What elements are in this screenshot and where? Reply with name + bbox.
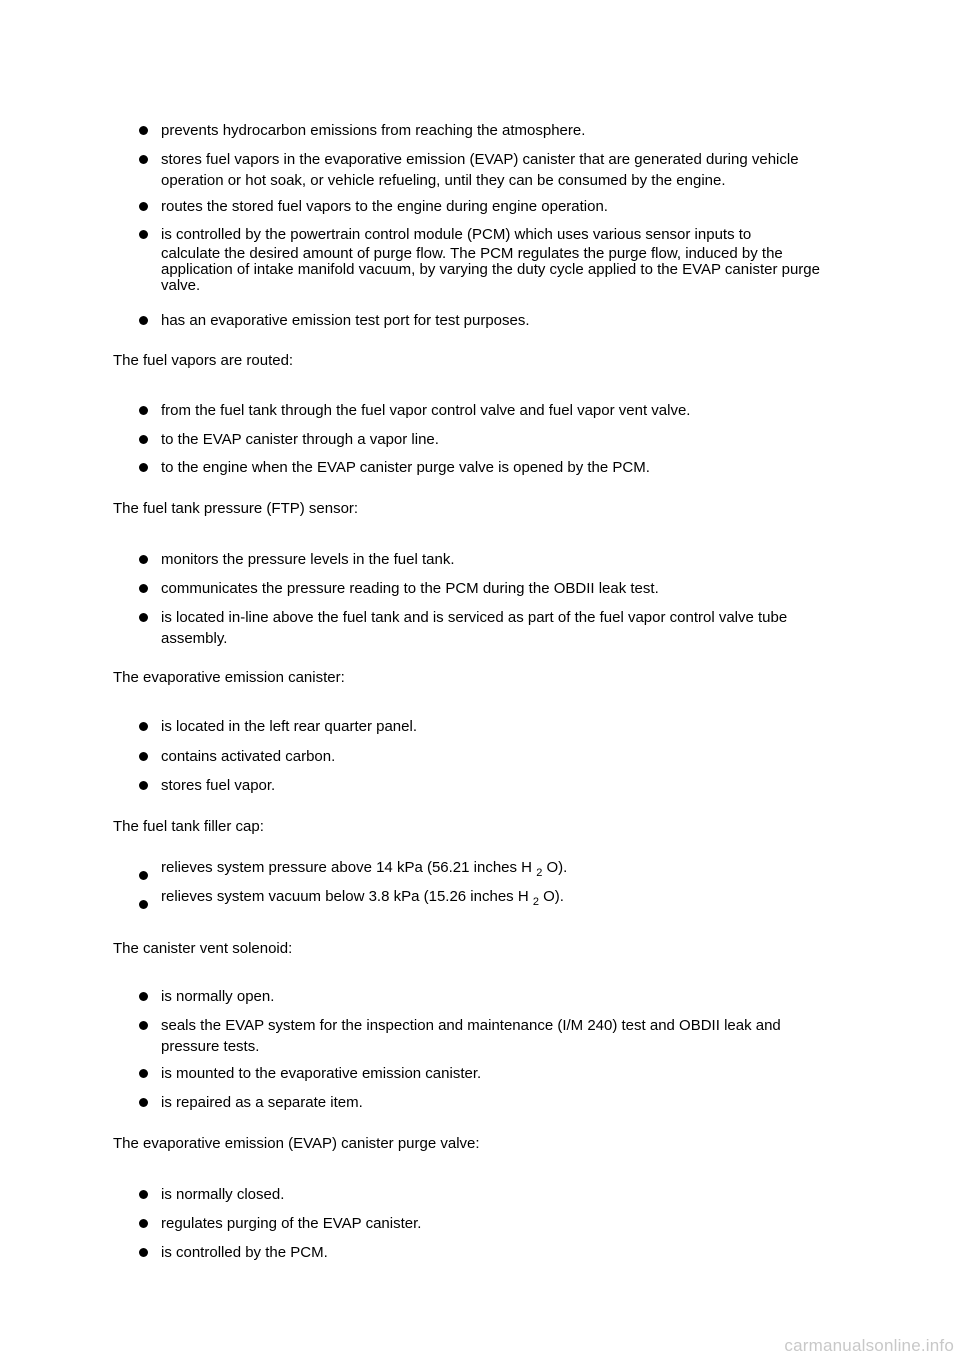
list-item bbox=[161, 120, 841, 141]
subscript: 2 bbox=[536, 867, 543, 879]
list-item bbox=[161, 149, 841, 191]
section-heading: The fuel tank filler cap: bbox=[113, 818, 264, 835]
list-item bbox=[161, 716, 841, 737]
bullet-icon bbox=[139, 722, 148, 731]
bullet-icon bbox=[139, 613, 148, 622]
bullet-text: routes the stored fuel vapors to the engine during engine operation. bbox=[161, 198, 608, 215]
bullet-text-end: O). bbox=[538, 888, 564, 905]
bullet-text: regulates purging of the EVAP canister. bbox=[161, 1215, 422, 1232]
bullet-icon bbox=[139, 752, 148, 761]
bullet-text: contains activated carbon. bbox=[161, 748, 336, 765]
bullet-text: is located in-line above the fuel tank and is serviced as part of the fuel vapor control valve tube assembly. bbox=[161, 609, 788, 647]
bullet-text-end: O). bbox=[542, 859, 568, 876]
bullet-icon bbox=[139, 900, 148, 909]
bullet-icon bbox=[139, 1248, 148, 1257]
list-item bbox=[161, 1015, 841, 1057]
bullet-text: is normally open. bbox=[161, 988, 275, 1005]
subscript: 2 bbox=[532, 896, 539, 908]
bullet-icon bbox=[139, 463, 148, 472]
list-item bbox=[161, 1213, 841, 1234]
bullet-icon bbox=[139, 1098, 148, 1107]
bullet-text-continued: calculate the desired amount of purge flow. The PCM regulates the purge flow, induced by the application of intake manifold vacuum, by varying the duty cycle applied to the EVAP canister purge valve. bbox=[161, 245, 820, 294]
bullet-text: stores fuel vapor. bbox=[161, 777, 276, 794]
list-item bbox=[161, 1063, 841, 1084]
bullet-text: to the EVAP canister through a vapor line. bbox=[161, 431, 439, 448]
list-item bbox=[161, 986, 841, 1007]
bullet-text: seals the EVAP system for the inspection and maintenance (I/M 240) test and OBDII leak and pressure tests. bbox=[161, 1017, 781, 1055]
list-item bbox=[161, 607, 841, 649]
section-heading: The fuel tank pressure (FTP) sensor: bbox=[113, 500, 359, 517]
list-item bbox=[161, 775, 841, 796]
bullet-icon bbox=[139, 435, 148, 444]
bullet-text: to the engine when the EVAP canister purge valve is opened by the PCM. bbox=[161, 459, 650, 476]
bullet-icon bbox=[139, 1069, 148, 1078]
bullet-icon bbox=[139, 555, 148, 564]
list-item bbox=[161, 310, 841, 331]
bullet-icon bbox=[139, 316, 148, 325]
list-item bbox=[161, 549, 841, 570]
list-item bbox=[161, 1184, 841, 1205]
section-heading: The evaporative emission canister: bbox=[113, 669, 345, 686]
bullet-text: is mounted to the evaporative emission canister. bbox=[161, 1065, 482, 1082]
list-item bbox=[161, 1242, 841, 1263]
section-heading: The evaporative emission (EVAP) canister purge valve: bbox=[113, 1135, 480, 1152]
bullet-text: has an evaporative emission test port for test purposes. bbox=[161, 312, 530, 329]
bullet-text: communicates the pressure reading to the PCM during the OBDII leak test. bbox=[161, 580, 659, 597]
list-item bbox=[161, 457, 841, 478]
bullet-icon bbox=[139, 1219, 148, 1228]
bullet-text: is controlled by the PCM. bbox=[161, 1244, 328, 1261]
bullet-icon bbox=[139, 1190, 148, 1199]
bullet-icon bbox=[139, 155, 148, 164]
bullet-text: is located in the left rear quarter panel. bbox=[161, 718, 417, 735]
bullet-icon bbox=[139, 230, 148, 239]
section-heading: The canister vent solenoid: bbox=[113, 940, 293, 957]
list-item bbox=[161, 1092, 841, 1113]
list-item bbox=[161, 886, 841, 907]
bullet-icon bbox=[139, 1021, 148, 1030]
list-item bbox=[161, 578, 841, 599]
list-item bbox=[161, 400, 841, 421]
bullet-icon bbox=[139, 126, 148, 135]
bullet-text: relieves system pressure above 14 kPa (56.21 inches H bbox=[161, 859, 537, 876]
bullet-icon bbox=[139, 202, 148, 211]
bullet-text: is repaired as a separate item. bbox=[161, 1094, 363, 1111]
list-item bbox=[161, 196, 841, 217]
list-item bbox=[161, 429, 841, 450]
bullet-icon bbox=[139, 406, 148, 415]
bullet-text: monitors the pressure levels in the fuel tank. bbox=[161, 551, 455, 568]
list-item bbox=[161, 224, 841, 294]
bullet-icon bbox=[139, 992, 148, 1001]
bullet-text: prevents hydrocarbon emissions from reaching the atmosphere. bbox=[161, 122, 586, 139]
bullet-icon bbox=[139, 584, 148, 593]
section-heading: The fuel vapors are routed: bbox=[113, 352, 294, 369]
bullet-text: stores fuel vapors in the evaporative emission (EVAP) canister that are generated during vehicle operation or hot soak, or vehicle refueling, until they can be consumed by the engine. bbox=[161, 151, 799, 189]
bullet-icon bbox=[139, 871, 148, 880]
bullet-text: is controlled by the powertrain control module (PCM) which uses various sensor inputs to bbox=[161, 226, 752, 243]
list-item bbox=[161, 857, 841, 878]
bullet-text: from the fuel tank through the fuel vapor control valve and fuel vapor vent valve. bbox=[161, 402, 691, 419]
watermark: carmanualsonline.info bbox=[784, 1336, 954, 1355]
bullet-icon bbox=[139, 781, 148, 790]
list-item bbox=[161, 746, 841, 767]
bullet-text: relieves system vacuum below 3.8 kPa (15.26 inches H bbox=[161, 888, 533, 905]
bullet-text: is normally closed. bbox=[161, 1186, 285, 1203]
